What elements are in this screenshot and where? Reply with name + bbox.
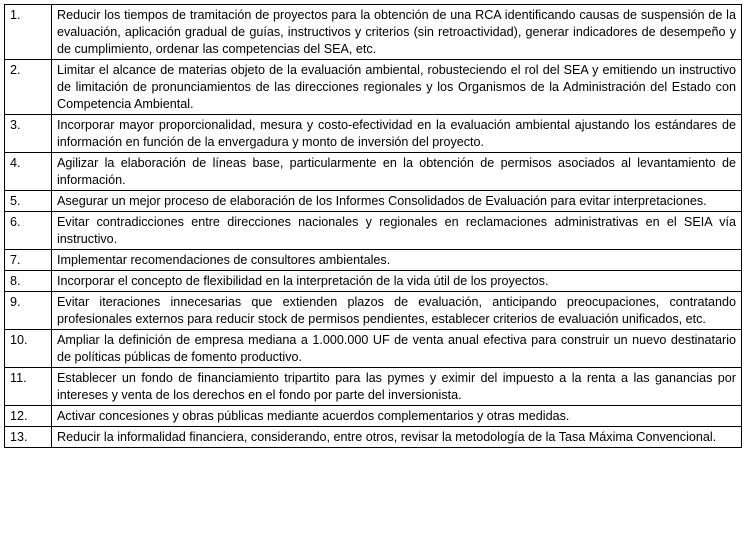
row-number: 3. xyxy=(5,115,52,153)
row-text: Evitar iteraciones innecesarias que extienden plazos de evaluación, anticipando preocupaciones, contratando profesionales externos para reducir stock de permisos pendientes, establecer criterios de evaluación unificados, etc. xyxy=(52,292,742,330)
table-row xyxy=(5,212,742,250)
row-text: Ampliar la definición de empresa mediana a 1.000.000 UF de venta anual efectiva para construir un nuevo destinatario de políticas públicas de fomento productivo. xyxy=(52,330,742,368)
row-number: 5. xyxy=(5,191,52,212)
row-text: Reducir la informalidad financiera, considerando, entre otros, revisar la metodología de la Tasa Máxima Convencional. xyxy=(52,427,742,448)
row-text: Establecer un fondo de financiamiento tripartito para las pymes y eximir del impuesto a la renta a las ganancias por intereses y venta de los derechos en el fondo por parte del inversionista. xyxy=(52,368,742,406)
row-text: Evitar contradicciones entre direcciones nacionales y regionales en reclamaciones administrativas en el SEIA vía instructivo. xyxy=(52,212,742,250)
table-row xyxy=(5,115,742,153)
table-row xyxy=(5,250,742,271)
table-row xyxy=(5,330,742,368)
table-row xyxy=(5,271,742,292)
row-number: 12. xyxy=(5,406,52,427)
row-text: Activar concesiones y obras públicas mediante acuerdos complementarios y otras medidas. xyxy=(52,406,742,427)
table-row xyxy=(5,5,742,60)
row-text: Incorporar mayor proporcionalidad, mesura y costo-efectividad en la evaluación ambiental ajustando los estándares de información en función de la envergadura y monto de inversión del proyecto. xyxy=(52,115,742,153)
row-number: 8. xyxy=(5,271,52,292)
measures-table xyxy=(4,4,742,448)
table-row xyxy=(5,153,742,191)
row-text: Implementar recomendaciones de consultores ambientales. xyxy=(52,250,742,271)
table-row xyxy=(5,368,742,406)
row-text: Limitar el alcance de materias objeto de la evaluación ambiental, robusteciendo el rol del SEA y emitiendo un instructivo de limitación de pronunciamientos de las direcciones regionales y los Organismos de la Administración del Estado con Competencia Ambiental. xyxy=(52,60,742,115)
row-number: 4. xyxy=(5,153,52,191)
table-row xyxy=(5,191,742,212)
row-text: Reducir los tiempos de tramitación de proyectos para la obtención de una RCA identificando causas de suspensión de la evaluación, aplicación gradual de guías, instructivos y criterios (sin retroactividad), generar indicadores de desempeño y de cumplimiento, ordenar las competencias del SEA, etc. xyxy=(52,5,742,60)
row-number: 6. xyxy=(5,212,52,250)
row-number: 7. xyxy=(5,250,52,271)
table-row xyxy=(5,406,742,427)
row-number: 10. xyxy=(5,330,52,368)
row-number: 1. xyxy=(5,5,52,60)
row-number: 11. xyxy=(5,368,52,406)
table-row xyxy=(5,292,742,330)
row-number: 9. xyxy=(5,292,52,330)
row-number: 2. xyxy=(5,60,52,115)
row-number: 13. xyxy=(5,427,52,448)
table-row xyxy=(5,60,742,115)
row-text: Agilizar la elaboración de líneas base, particularmente en la obtención de permisos asociados al levantamiento de información. xyxy=(52,153,742,191)
table-row xyxy=(5,427,742,448)
row-text: Incorporar el concepto de flexibilidad en la interpretación de la vida útil de los proyectos. xyxy=(52,271,742,292)
row-text: Asegurar un mejor proceso de elaboración de los Informes Consolidados de Evaluación para evitar interpretaciones. xyxy=(52,191,742,212)
